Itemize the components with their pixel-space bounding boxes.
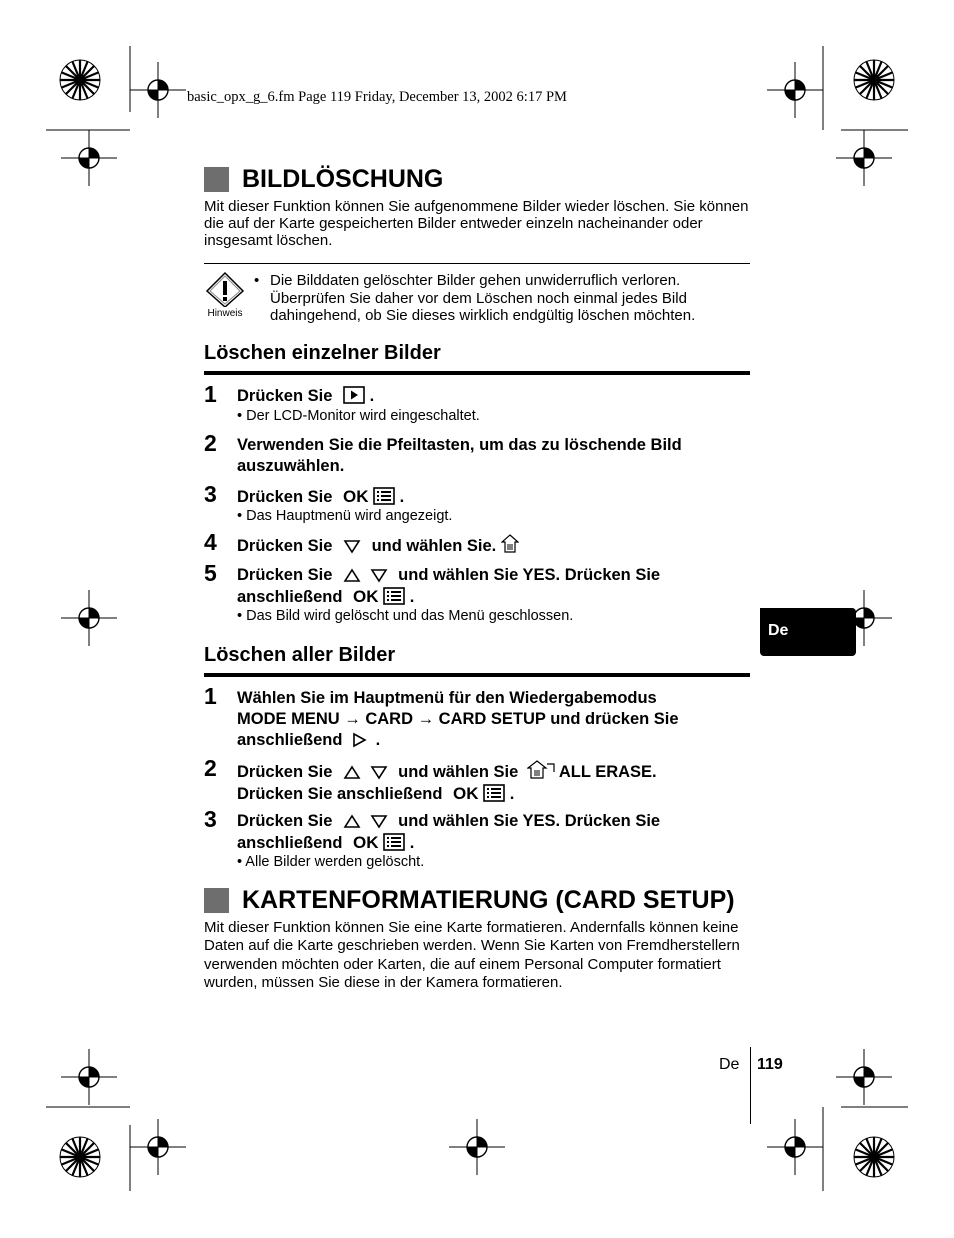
- section-title-bildloeschung: [204, 165, 443, 194]
- section-square-icon: [204, 167, 229, 192]
- step-end: .: [409, 834, 415, 852]
- footer-language: De: [719, 1056, 740, 1073]
- step-text: und wählen Sie.: [371, 537, 497, 555]
- section-square-icon: [204, 888, 229, 913]
- step-single-1: [237, 386, 752, 407]
- arrow-down-icon: [343, 538, 361, 554]
- step-text: und wählen Sie YES. Drücken Sie: [398, 812, 661, 830]
- note-bullet: •: [254, 272, 260, 289]
- section-intro: Mit dieser Funktion können Sie eine Karte formatieren. Andernfalls können keine Daten auf die Karte geschrieben werden. Wenn Sie Karten von Fremdherstellern verwenden möchten oder Karten, die auf einem Personal Computer formatiert wurden, müssen Sie diese in der Kamera formatieren.: [204, 919, 740, 991]
- warning-icon: [205, 271, 245, 307]
- step-all-1: [237, 688, 752, 751]
- arrow-down-icon: [370, 813, 388, 829]
- step-text: Drücken Sie: [237, 812, 333, 830]
- menu-button-icon: [383, 833, 405, 851]
- step-number: 2: [204, 430, 217, 456]
- step-text: Drücken Sie: [237, 763, 333, 781]
- all-erase-icon: [527, 760, 555, 780]
- step-number: 3: [204, 481, 217, 507]
- erase-icon: [501, 534, 519, 554]
- step-note: • Das Bild wird gelöscht und das Menü geschlossen.: [237, 608, 574, 624]
- step-note: • Das Hauptmenü wird angezeigt.: [237, 508, 453, 524]
- footer-divider: [750, 1047, 751, 1124]
- ok-label: OK: [453, 784, 479, 803]
- step-note: • Der LCD-Monitor wird eingeschaltet.: [237, 408, 480, 424]
- section-title-text: BILDLÖSCHUNG: [242, 165, 444, 193]
- section-title-kartenformatierung: [204, 886, 735, 915]
- step-text: ALL ERASE.: [558, 763, 657, 781]
- arrow-up-icon: [343, 813, 361, 829]
- step-single-2: Verwenden Sie die Pfeiltasten, um das zu löschende Bild auszuwählen.: [237, 436, 682, 475]
- subheading-all: Löschen aller Bilder: [204, 644, 396, 666]
- step-number: 4: [204, 529, 217, 555]
- step-text: und wählen Sie: [398, 763, 519, 781]
- note-text: [254, 272, 754, 328]
- step-text: und wählen Sie YES. Drücken Sie: [398, 566, 661, 584]
- page-number: 119: [757, 1056, 783, 1073]
- language-tab-label: De: [768, 622, 789, 639]
- step-number: 5: [204, 560, 217, 586]
- step-end: .: [409, 588, 415, 606]
- step-text: Drücken Sie: [237, 488, 333, 506]
- file-header: basic_opx_g_6.fm Page 119 Friday, December 13, 2002 6:17 PM: [187, 89, 567, 105]
- arrow-up-icon: [343, 764, 361, 780]
- menu-button-icon: [373, 487, 395, 505]
- subheading-rule: [204, 673, 750, 677]
- arrow-right-icon: [351, 732, 367, 748]
- ok-label: OK: [353, 833, 379, 852]
- subheading-rule: [204, 371, 750, 375]
- section-title-text: KARTENFORMATIERUNG (CARD SETUP): [242, 886, 735, 914]
- section-intro: Mit dieser Funktion können Sie aufgenommene Bilder wieder löschen. Sie können die auf der Karte gespeicherten Bilder entweder einzeln nacheinander oder insgesamt löschen.: [204, 198, 749, 250]
- step-text: Drücken Sie: [237, 537, 333, 555]
- step-end: .: [509, 785, 515, 803]
- step-end: .: [369, 387, 375, 405]
- step-number: 2: [204, 755, 217, 781]
- playback-button-icon: [343, 386, 365, 404]
- subheading-single: Löschen einzelner Bilder: [204, 342, 441, 364]
- ok-label: OK: [342, 487, 369, 506]
- step-text: MODE MENU → CARD → CARD SETUP und drücken Sie: [237, 710, 679, 728]
- step-text: Drücken Sie: [237, 566, 333, 584]
- hinweis-block: [202, 271, 248, 319]
- step-text: anschließend: [237, 588, 343, 606]
- step-single-5: [237, 565, 752, 608]
- arrow-down-icon: [370, 567, 388, 583]
- language-tab: [760, 608, 856, 656]
- step-text: anschließend: [237, 834, 343, 852]
- arrow-up-icon: [343, 567, 361, 583]
- step-all-2: [237, 760, 752, 805]
- step-end: .: [399, 488, 405, 506]
- step-text: Drücken Sie: [237, 387, 333, 405]
- step-number: 1: [204, 683, 217, 709]
- ok-label: OK: [353, 587, 379, 606]
- step-text: anschließend: [237, 731, 343, 749]
- step-number: 1: [204, 381, 217, 407]
- step-single-3: [237, 486, 752, 508]
- step-all-3: [237, 811, 752, 854]
- hinweis-label: Hinweis: [207, 308, 243, 319]
- arrow-down-icon: [370, 764, 388, 780]
- step-text: Wählen Sie im Hauptmenü für den Wiedergabemodus: [237, 689, 657, 707]
- step-single-4: [237, 534, 752, 557]
- step-end: .: [375, 731, 381, 749]
- menu-button-icon: [383, 587, 405, 605]
- note-body: Die Bilddaten gelöschter Bilder gehen unwiderruflich verloren. Überprüfen Sie daher vor dem Löschen noch einmal jedes Bild dahingehend, ob Sie dieses wirklich endgültig löschen möchten.: [270, 272, 696, 324]
- step-number: 3: [204, 806, 217, 832]
- menu-button-icon: [483, 784, 505, 802]
- step-text: Drücken Sie anschließend: [237, 785, 443, 803]
- note-divider: [204, 263, 750, 264]
- step-note: • Alle Bilder werden gelöscht.: [237, 854, 425, 870]
